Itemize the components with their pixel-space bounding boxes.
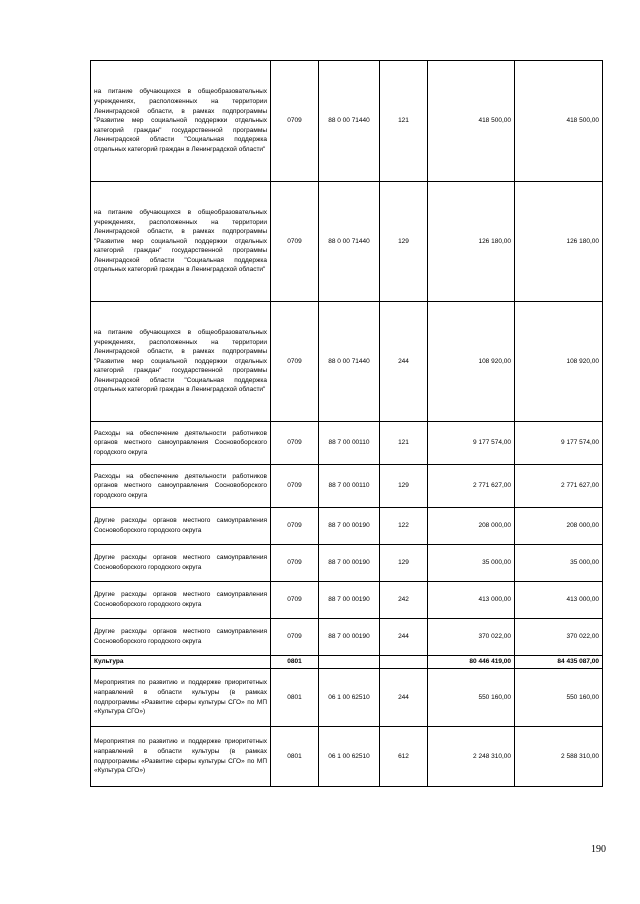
table-row: [91, 422, 603, 465]
amount-year-1: 80 446 419,00: [428, 656, 515, 669]
budget-table: [90, 60, 603, 787]
expense-type-code: 244: [380, 302, 428, 422]
target-article-code: 06 1 00 62510: [319, 669, 380, 727]
expense-description: Расходы на обеспечение деятельности работников органов местного самоуправления Сосновоборского городского округа: [91, 465, 271, 508]
table-row: [91, 465, 603, 508]
amount-year-1: 418 500,00: [428, 61, 515, 182]
expense-description: на питание обучающихся в общеобразовательных учреждениях, расположенных на территории Ленинградской области, в рамках подпрограммы "Развитие мер социальной поддержки отдельных категорий граждан" государственной программы Ленинградской области "Социальная поддержка отдельных категорий граждан в Ленинградской области": [91, 61, 271, 182]
amount-year-1: 413 000,00: [428, 582, 515, 619]
expense-description: на питание обучающихся в общеобразовательных учреждениях, расположенных на территории Ленинградской области, в рамках подпрограммы "Развитие мер социальной поддержки отдельных категорий граждан" государственной программы Ленинградской области "Социальная поддержка отдельных категорий граждан в Ленинградской области": [91, 302, 271, 422]
expense-description: Другие расходы органов местного самоуправления Сосновоборского городского округа: [91, 582, 271, 619]
amount-year-2: 9 177 574,00: [515, 422, 603, 465]
expense-description: Другие расходы органов местного самоуправления Сосновоборского городского округа: [91, 508, 271, 545]
section-code: 0709: [271, 422, 319, 465]
expense-description: Расходы на обеспечение деятельности работников органов местного самоуправления Сосновоборского городского округа: [91, 422, 271, 465]
amount-year-2: 2 588 310,00: [515, 727, 603, 787]
section-code: 0709: [271, 619, 319, 656]
target-article-code: 88 0 00 71440: [319, 302, 380, 422]
target-article-code: 88 7 00 00190: [319, 545, 380, 582]
amount-year-1: 208 000,00: [428, 508, 515, 545]
expense-description: Мероприятия по развитию и поддержке приоритетных направлений в области культуры (в рамках подпрограммы «Развитие сферы культуры СГО» по МП «Культура СГО»): [91, 727, 271, 787]
section-code: 0709: [271, 182, 319, 302]
expense-description: Другие расходы органов местного самоуправления Сосновоборского городского округа: [91, 545, 271, 582]
amount-year-1: 9 177 574,00: [428, 422, 515, 465]
section-code: 0709: [271, 302, 319, 422]
section-code: 0801: [271, 727, 319, 787]
table-row: [91, 182, 603, 302]
target-article-code: 88 7 00 00110: [319, 422, 380, 465]
section-code: 0709: [271, 61, 319, 182]
target-article-code: 06 1 00 62510: [319, 727, 380, 787]
target-article-code: 88 7 00 00110: [319, 465, 380, 508]
amount-year-1: 2 248 310,00: [428, 727, 515, 787]
expense-description: Другие расходы органов местного самоуправления Сосновоборского городского округа: [91, 619, 271, 656]
amount-year-2: 2 771 627,00: [515, 465, 603, 508]
amount-year-2: 84 435 087,00: [515, 656, 603, 669]
expense-type-code: 129: [380, 182, 428, 302]
expense-type-code: 121: [380, 61, 428, 182]
target-article-code: 88 7 00 00190: [319, 508, 380, 545]
amount-year-2: 208 000,00: [515, 508, 603, 545]
expense-type-code: 129: [380, 465, 428, 508]
page-number: 190: [591, 844, 606, 855]
target-article-code: 88 0 00 71440: [319, 182, 380, 302]
expense-description: на питание обучающихся в общеобразовательных учреждениях, расположенных на территории Ленинградской области, в рамках подпрограммы "Развитие мер социальной поддержки отдельных категорий граждан" государственной программы Ленинградской области "Социальная поддержка отдельных категорий граждан в Ленинградской области": [91, 182, 271, 302]
amount-year-1: 108 920,00: [428, 302, 515, 422]
expense-type-code: [380, 656, 428, 669]
amount-year-1: 35 000,00: [428, 545, 515, 582]
table-row: [91, 545, 603, 582]
amount-year-2: 108 920,00: [515, 302, 603, 422]
expense-type-code: 129: [380, 545, 428, 582]
table-row: [91, 61, 603, 182]
table-row: [91, 302, 603, 422]
section-code: 0801: [271, 656, 319, 669]
target-article-code: [319, 656, 380, 669]
expense-type-code: 122: [380, 508, 428, 545]
amount-year-1: 126 180,00: [428, 182, 515, 302]
amount-year-1: 550 160,00: [428, 669, 515, 727]
table-row: [91, 669, 603, 727]
section-code: 0801: [271, 669, 319, 727]
amount-year-2: 418 500,00: [515, 61, 603, 182]
table-row: [91, 508, 603, 545]
table-row: [91, 582, 603, 619]
section-title: Культура: [91, 656, 271, 669]
section-code: 0709: [271, 508, 319, 545]
amount-year-2: 370 022,00: [515, 619, 603, 656]
expense-description: Мероприятия по развитию и поддержке приоритетных направлений в области культуры (в рамках подпрограммы «Развитие сферы культуры СГО» по МП «Культура СГО»): [91, 669, 271, 727]
expense-type-code: 242: [380, 582, 428, 619]
section-code: 0709: [271, 545, 319, 582]
section-code: 0709: [271, 582, 319, 619]
target-article-code: 88 7 00 00190: [319, 582, 380, 619]
target-article-code: 88 0 00 71440: [319, 61, 380, 182]
section-code: 0709: [271, 465, 319, 508]
table-row: [91, 619, 603, 656]
amount-year-2: 35 000,00: [515, 545, 603, 582]
target-article-code: 88 7 00 00190: [319, 619, 380, 656]
section-total-row: [91, 656, 603, 669]
amount-year-2: 550 160,00: [515, 669, 603, 727]
amount-year-2: 413 000,00: [515, 582, 603, 619]
amount-year-2: 126 180,00: [515, 182, 603, 302]
expense-type-code: 612: [380, 727, 428, 787]
expense-type-code: 244: [380, 619, 428, 656]
amount-year-1: 370 022,00: [428, 619, 515, 656]
table-row: [91, 727, 603, 787]
expense-type-code: 121: [380, 422, 428, 465]
amount-year-1: 2 771 627,00: [428, 465, 515, 508]
expense-type-code: 244: [380, 669, 428, 727]
